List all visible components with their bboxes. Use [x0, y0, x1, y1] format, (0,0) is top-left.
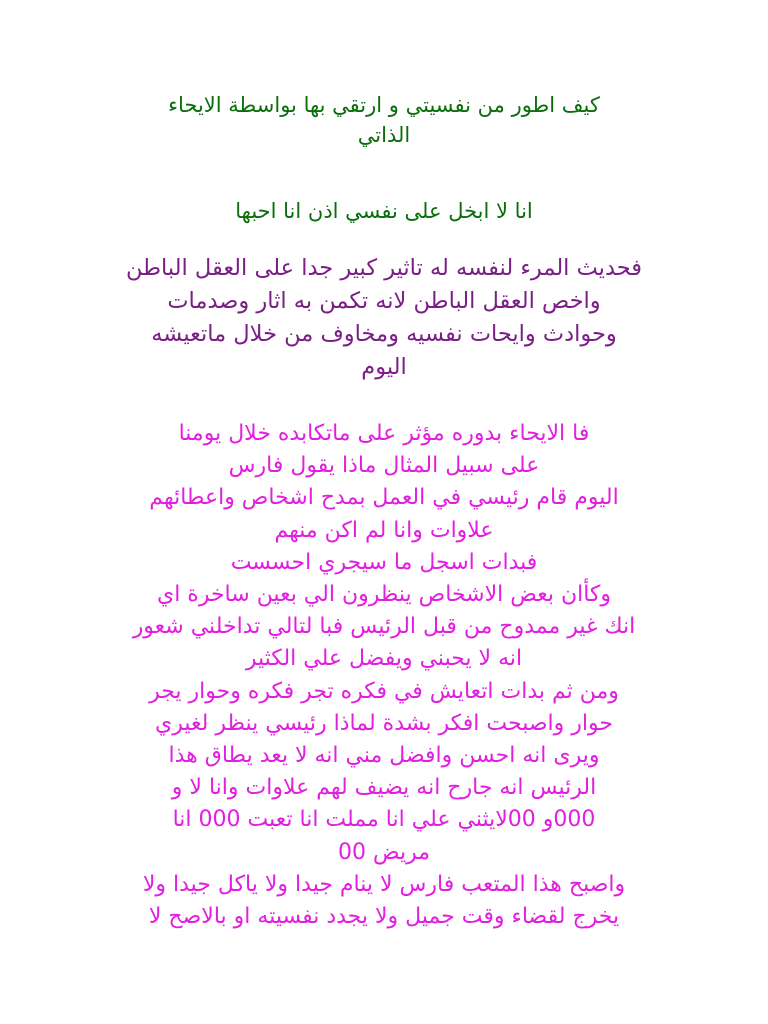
story-line: اليوم قام رئيسي في العمل بمدح اشخاص واعطائهم: [149, 485, 619, 511]
story-line: وكأان بعض الاشخاص ينظرون الي بعين ساخرة اي: [156, 582, 612, 608]
intro-line: وحوادث وايحات نفسيه ومخاوف من خلال ماتعيشه: [151, 321, 617, 347]
story-line: فبدات اسجل ما سيجري احسست: [230, 549, 538, 575]
story-line: الرئيس انه جارح انه يضيف لهم علاوات وانا لا و: [171, 775, 597, 801]
document-subtitle: انا لا ابخل على نفسي اذن انا احبها: [235, 199, 533, 223]
story-line: يخرج لقضاء وقت جميل ولا يجدد نفسيته او بالاصح لا: [148, 904, 620, 930]
intro-line: فحديث المرء لنفسه له تاثير كبير جدا على العقل الباطن: [125, 255, 643, 281]
story-paragraph: [90, 418, 678, 933]
document-title: [90, 90, 678, 150]
story-line: على سبيل المثال ماذا يقول فارس: [228, 453, 540, 479]
title-line: الذاتي: [357, 123, 411, 147]
story-line: ومن ثم بدات اتعايش في فكره تجر فكره وحوار يجر: [149, 678, 619, 704]
story-line: واصبح هذا المتعب فارس لا ينام جيدا ولا ياكل جيدا ولا: [142, 871, 626, 897]
story-line: انك غير ممدوح من قبل الرئيس فبا لتالي تداخلني شعور: [132, 614, 636, 640]
story-line: انه لا يحبني ويفضل علي الكثير: [245, 646, 523, 672]
intro-line: اليوم: [361, 354, 407, 380]
story-line: ويرى انه احسن وافضل مني انه لا يعد يطاق هذا: [168, 743, 600, 769]
story-line: مريض 00: [338, 839, 430, 865]
document-page: [90, 0, 678, 1024]
intro-paragraph: [90, 252, 678, 384]
story-line: حوار واصبحت افكر بشدة لماذا رئيسي ينظر لغيري: [155, 710, 613, 736]
story-line: علاوات وانا لم اكن منهم: [274, 517, 494, 543]
intro-line: واخص العقل الباطن لانه تكمن به اثار وصدمات: [167, 288, 601, 314]
story-line: 000و 00لايثني علي انا مملت انا تعبت 000 انا: [172, 807, 596, 833]
title-line: كيف اطور من نفسيتي و ارتقي بها بواسطة الايحاء: [168, 93, 600, 117]
story-line: فا الايحاء بدوره مؤثر على ماتكابده خلال يومنا: [178, 421, 590, 446]
